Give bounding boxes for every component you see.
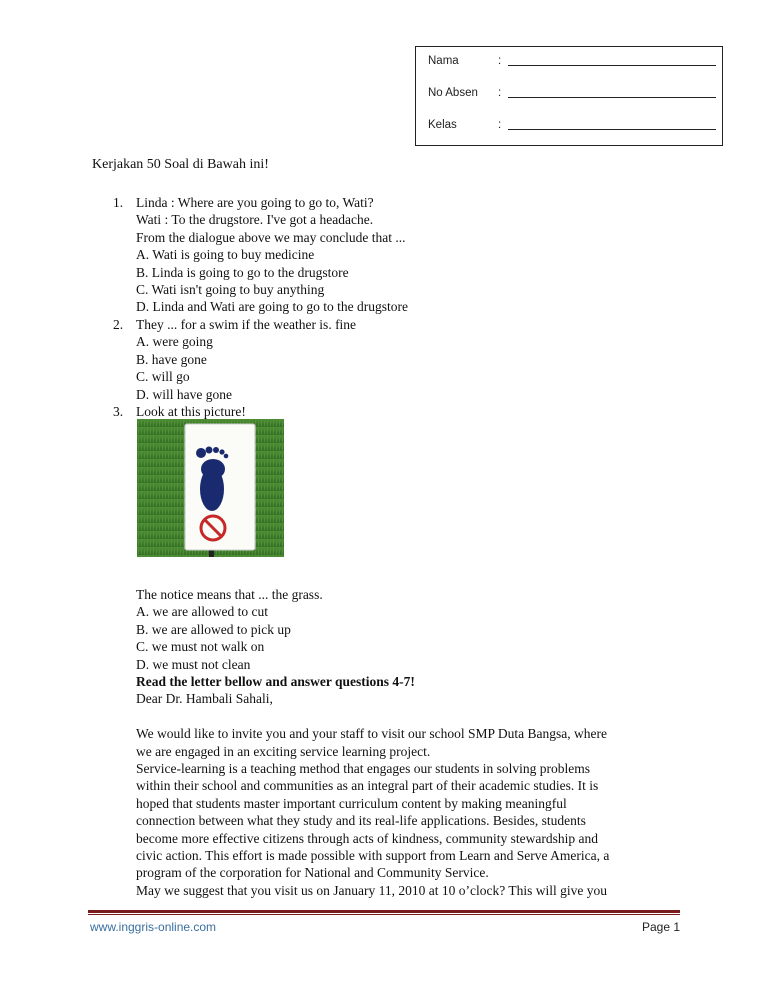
no-walking-on-grass-sign-picture xyxy=(137,419,284,557)
footer-rule xyxy=(88,910,680,913)
letter-line: We would like to invite you and your staff to visit our school SMP Duta Bangsa, where xyxy=(136,726,607,742)
answer-option: A. Wati is going to buy medicine xyxy=(136,247,315,263)
question-body xyxy=(136,194,408,316)
answer-option: C. we must not walk on xyxy=(136,639,265,655)
footer-rule-thin xyxy=(88,914,680,915)
dialogue-line: Wati : To the drugstore. I've got a headache. xyxy=(136,212,374,228)
letter-line: connection between what they study and its real-life applications. Besides, students xyxy=(136,813,586,829)
absen-blank-line[interactable] xyxy=(508,97,716,98)
answer-option: B. Linda is going to go to the drugstore xyxy=(136,264,349,280)
class-label: Kelas xyxy=(428,119,457,131)
question-prompt: Look at this picture! xyxy=(136,404,246,419)
footer-website-link[interactable]: www.inggris-online.com xyxy=(90,920,217,934)
question-number: 2. xyxy=(113,317,124,332)
instruction-heading: Kerjakan 50 Soal di Bawah ini! xyxy=(92,157,269,172)
answer-option: C. will go xyxy=(136,369,190,385)
name-blank-line[interactable] xyxy=(508,65,716,66)
answer-option: D. Linda and Wati are going to go to the drugstore xyxy=(136,299,408,315)
blank-line xyxy=(136,708,609,725)
question-prompt: From the dialogue above we may conclude that ... xyxy=(136,229,406,245)
letter-line: become more effective citizens through acts of kindness, community stewardship and xyxy=(136,830,598,846)
dialogue-line: Linda : Where are you going to go to, Wati? xyxy=(136,195,374,210)
name-colon: : xyxy=(498,55,502,67)
answer-option: B. we are allowed to pick up xyxy=(136,621,291,637)
letter-line: program of the corporation for National and Community Service. xyxy=(136,865,489,881)
absen-label: No Absen xyxy=(428,87,478,99)
letter-line: hoped that students master important curriculum content by making meaningful xyxy=(136,795,567,811)
sign-illustration xyxy=(137,419,284,557)
name-label: Nama xyxy=(428,55,459,67)
letter-heading: Read the letter bellow and answer questions 4-7! xyxy=(136,674,415,689)
answer-option: A. were going xyxy=(136,334,213,350)
letter-line: civic action. This effort is made possible with support from Learn and Serve America, a xyxy=(136,848,610,864)
letter-line: we are engaged in an exciting service learning project. xyxy=(136,743,431,759)
question-prompt: They ... for a swim if the weather is. fine xyxy=(136,317,357,332)
student-identity-box xyxy=(415,46,723,146)
answer-option: D. we must not clean xyxy=(136,656,251,672)
question-number: 1. xyxy=(113,195,124,210)
question-body xyxy=(136,586,323,673)
question-number: 3. xyxy=(113,404,124,419)
absen-colon: : xyxy=(498,87,502,99)
question-prompt: The notice means that ... the grass. xyxy=(136,587,323,602)
class-blank-line[interactable] xyxy=(508,129,716,130)
letter-line: Service-learning is a teaching method that engages our students in solving problems xyxy=(136,761,591,777)
answer-option: C. Wati isn't going to buy anything xyxy=(136,282,325,298)
letter-body xyxy=(136,673,609,899)
page-number: Page 1 xyxy=(642,920,681,934)
letter-line: within their school and communities as an integral part of their academic studies. It is xyxy=(136,778,599,794)
question-body xyxy=(136,316,356,403)
letter-salutation: Dear Dr. Hambali Sahali, xyxy=(136,691,273,707)
answer-option: B. have gone xyxy=(136,351,207,367)
letter-line: May we suggest that you visit us on January 11, 2010 at 10 o’clock? This will give you xyxy=(136,882,607,898)
class-colon: : xyxy=(498,119,502,131)
answer-option: A. we are allowed to cut xyxy=(136,604,268,620)
answer-option: D. will have gone xyxy=(136,386,232,402)
